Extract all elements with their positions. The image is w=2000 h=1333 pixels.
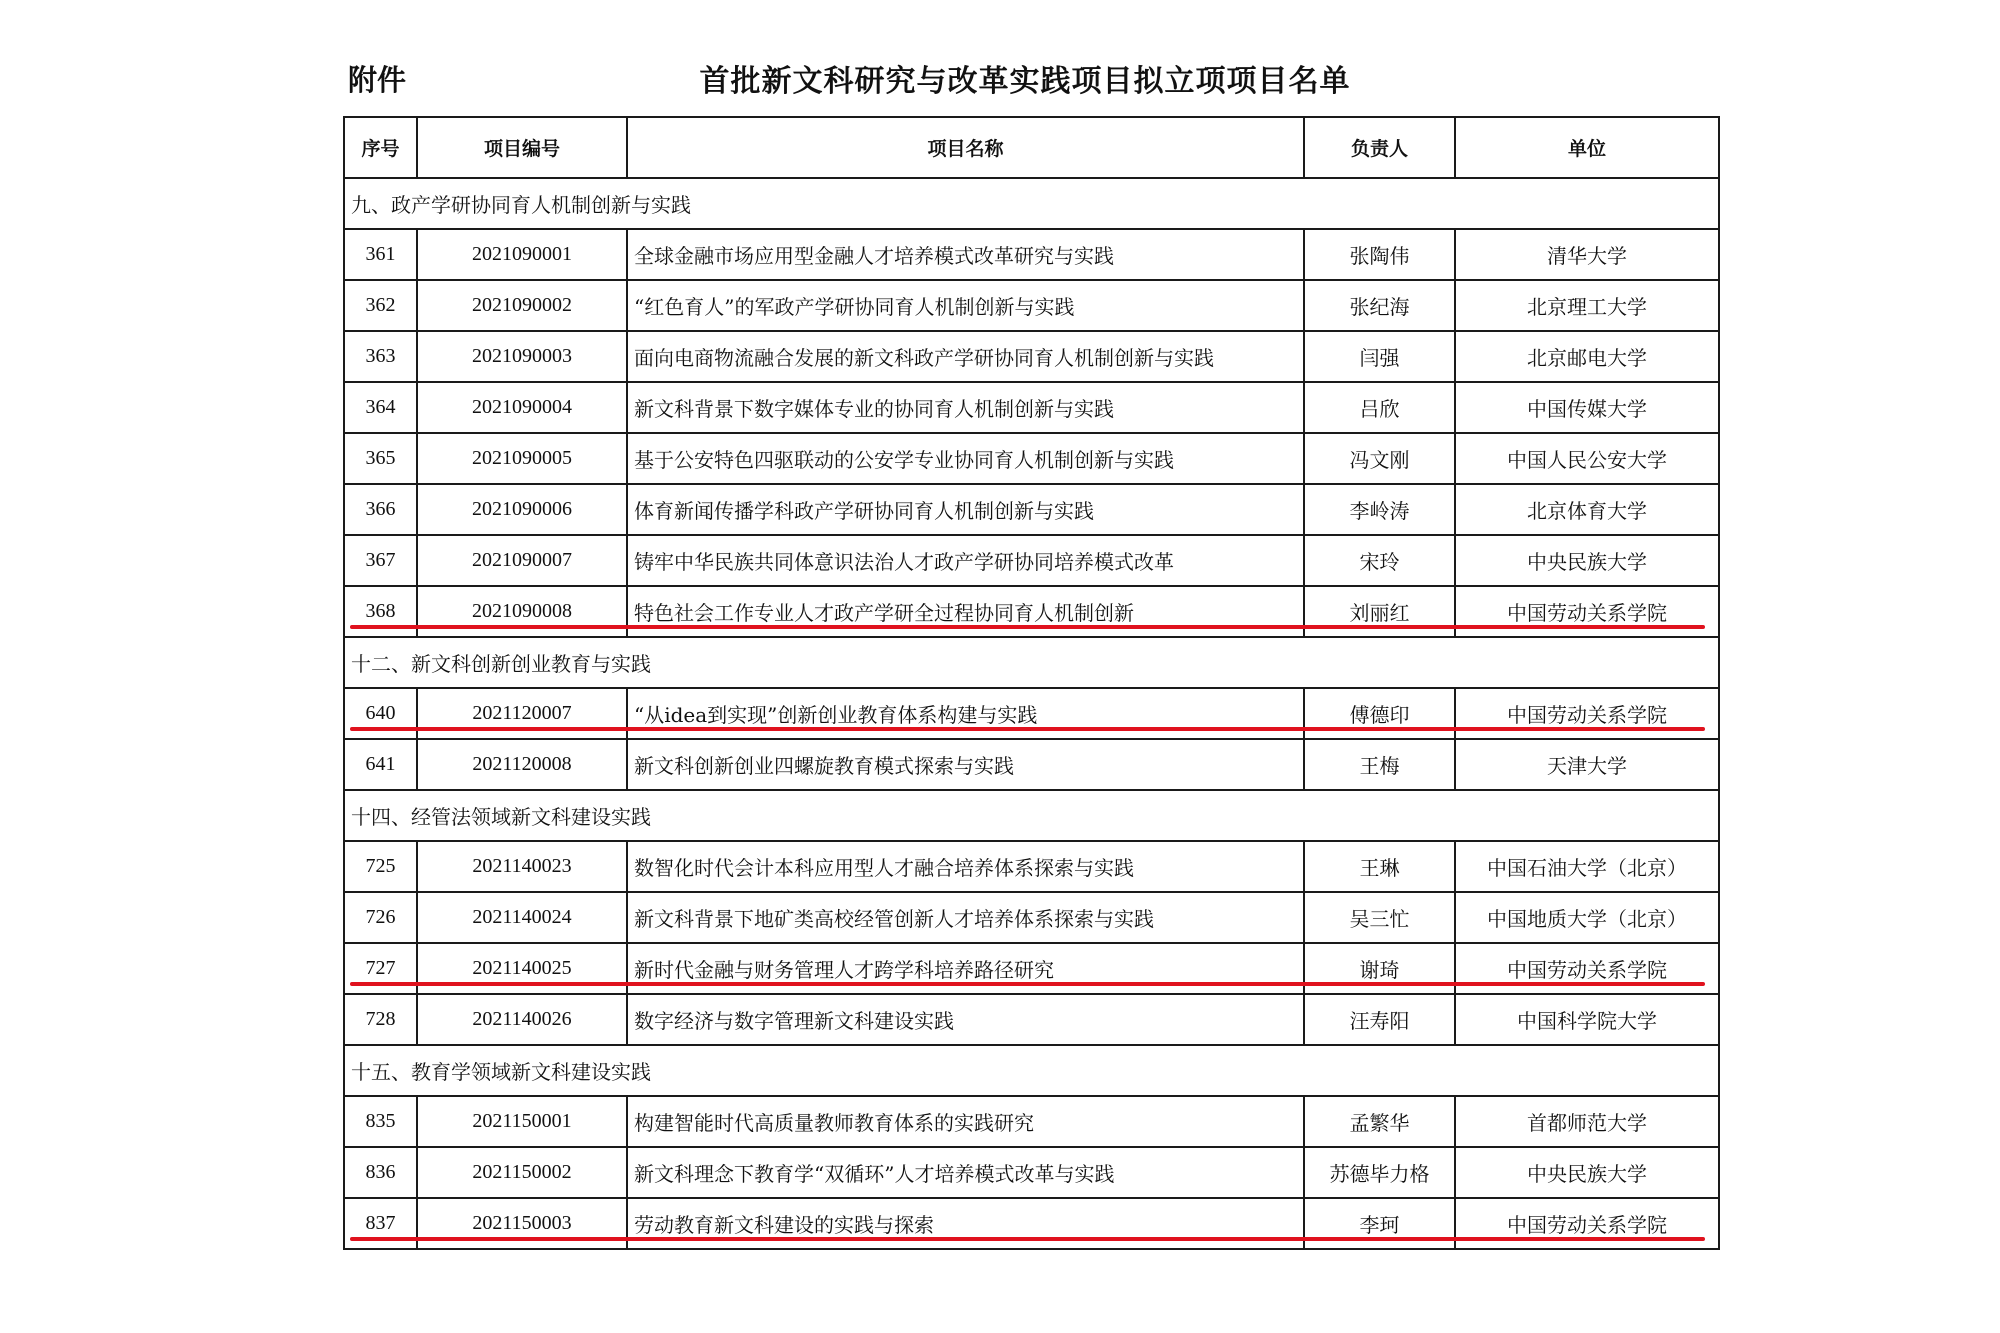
cell-leader: 汪寿阳	[1304, 994, 1455, 1045]
cell-seq: 726	[344, 892, 417, 943]
cell-seq: 641	[344, 739, 417, 790]
section-row	[344, 790, 1719, 841]
section-title: 十四、经管法领域新文科建设实践	[344, 790, 1719, 841]
cell-leader: 吴三忙	[1304, 892, 1455, 943]
cell-code: 2021090008	[417, 586, 627, 637]
table-row	[344, 1198, 1719, 1249]
table-row	[344, 331, 1719, 382]
cell-unit: 中国地质大学（北京）	[1455, 892, 1719, 943]
header-seq: 序号	[344, 117, 417, 178]
cell-leader: 李岭涛	[1304, 484, 1455, 535]
cell-project-name: 面向电商物流融合发展的新文科政产学研协同育人机制创新与实践	[627, 331, 1304, 382]
cell-project-name: 数智化时代会计本科应用型人才融合培养体系探索与实践	[627, 841, 1304, 892]
section-row	[344, 178, 1719, 229]
cell-unit: 中国石油大学（北京）	[1455, 841, 1719, 892]
cell-leader: 冯文刚	[1304, 433, 1455, 484]
header-code: 项目编号	[417, 117, 627, 178]
cell-unit: 中央民族大学	[1455, 1147, 1719, 1198]
table-row	[344, 892, 1719, 943]
cell-code: 2021140026	[417, 994, 627, 1045]
cell-unit: 中国科学院大学	[1455, 994, 1719, 1045]
cell-seq: 368	[344, 586, 417, 637]
table-row	[344, 586, 1719, 637]
cell-seq: 640	[344, 688, 417, 739]
cell-leader: 闫强	[1304, 331, 1455, 382]
cell-code: 2021140025	[417, 943, 627, 994]
table-row	[344, 841, 1719, 892]
cell-seq: 366	[344, 484, 417, 535]
table-row	[344, 535, 1719, 586]
cell-project-name: 新时代金融与财务管理人才跨学科培养路径研究	[627, 943, 1304, 994]
cell-seq: 836	[344, 1147, 417, 1198]
cell-project-name: 基于公安特色四驱联动的公安学专业协同育人机制创新与实践	[627, 433, 1304, 484]
cell-seq: 725	[344, 841, 417, 892]
cell-unit: 中央民族大学	[1455, 535, 1719, 586]
cell-seq: 365	[344, 433, 417, 484]
cell-seq: 837	[344, 1198, 417, 1249]
cell-unit: 中国劳动关系学院	[1455, 1198, 1719, 1249]
red-underline-mark	[350, 727, 1705, 731]
cell-project-name: 新文科理念下教育学“双循环”人才培养模式改革与实践	[627, 1147, 1304, 1198]
table-row	[344, 688, 1719, 739]
cell-leader: 王梅	[1304, 739, 1455, 790]
table-body	[344, 178, 1719, 1249]
red-underline-mark	[350, 982, 1705, 986]
cell-code: 2021150002	[417, 1147, 627, 1198]
cell-code: 2021150001	[417, 1096, 627, 1147]
cell-unit: 中国劳动关系学院	[1455, 943, 1719, 994]
table-row	[344, 280, 1719, 331]
cell-leader: 李珂	[1304, 1198, 1455, 1249]
document-title: 首批新文科研究与改革实践项目拟立项项目名单	[699, 64, 1351, 99]
header-name: 项目名称	[627, 117, 1304, 178]
cell-code: 2021140023	[417, 841, 627, 892]
cell-code: 2021150003	[417, 1198, 627, 1249]
cell-leader: 张纪海	[1304, 280, 1455, 331]
cell-project-name: 新文科创新创业四螺旋教育模式探索与实践	[627, 739, 1304, 790]
cell-seq: 363	[344, 331, 417, 382]
cell-project-name: 铸牢中华民族共同体意识法治人才政产学研协同培养模式改革	[627, 535, 1304, 586]
cell-project-name: 体育新闻传播学科政产学研协同育人机制创新与实践	[627, 484, 1304, 535]
cell-seq: 367	[344, 535, 417, 586]
cell-seq: 364	[344, 382, 417, 433]
cell-unit: 北京体育大学	[1455, 484, 1719, 535]
cell-seq: 728	[344, 994, 417, 1045]
cell-code: 2021090003	[417, 331, 627, 382]
cell-code: 2021090002	[417, 280, 627, 331]
red-underline-mark	[350, 625, 1705, 629]
cell-project-name: 数字经济与数字管理新文科建设实践	[627, 994, 1304, 1045]
cell-leader: 谢琦	[1304, 943, 1455, 994]
cell-code: 2021090007	[417, 535, 627, 586]
cell-unit: 中国劳动关系学院	[1455, 586, 1719, 637]
cell-project-name: 特色社会工作专业人才政产学研全过程协同育人机制创新	[627, 586, 1304, 637]
table-row	[344, 1147, 1719, 1198]
cell-code: 2021090004	[417, 382, 627, 433]
section-title: 十五、教育学领域新文科建设实践	[344, 1045, 1719, 1096]
section-title: 九、政产学研协同育人机制创新与实践	[344, 178, 1719, 229]
table-row	[344, 433, 1719, 484]
cell-seq: 835	[344, 1096, 417, 1147]
table-row	[344, 943, 1719, 994]
table-header-row	[344, 117, 1719, 178]
cell-code: 2021140024	[417, 892, 627, 943]
section-row	[344, 1045, 1719, 1096]
cell-leader: 刘丽红	[1304, 586, 1455, 637]
table-row	[344, 1096, 1719, 1147]
cell-code: 2021090006	[417, 484, 627, 535]
cell-seq: 727	[344, 943, 417, 994]
cell-leader: 孟繁华	[1304, 1096, 1455, 1147]
cell-unit: 清华大学	[1455, 229, 1719, 280]
cell-project-name: 全球金融市场应用型金融人才培养模式改革研究与实践	[627, 229, 1304, 280]
cell-unit: 中国劳动关系学院	[1455, 688, 1719, 739]
cell-code: 2021090001	[417, 229, 627, 280]
attachment-label: 附件	[348, 63, 407, 97]
section-row	[344, 637, 1719, 688]
header-leader: 负责人	[1304, 117, 1455, 178]
table-row	[344, 994, 1719, 1045]
cell-unit: 天津大学	[1455, 739, 1719, 790]
cell-seq: 362	[344, 280, 417, 331]
project-list-table	[343, 116, 1720, 1250]
cell-unit: 中国传媒大学	[1455, 382, 1719, 433]
table-row	[344, 739, 1719, 790]
cell-code: 2021090005	[417, 433, 627, 484]
cell-code: 2021120008	[417, 739, 627, 790]
cell-leader: 苏德毕力格	[1304, 1147, 1455, 1198]
cell-unit: 首都师范大学	[1455, 1096, 1719, 1147]
cell-unit: 中国人民公安大学	[1455, 433, 1719, 484]
cell-leader: 宋玲	[1304, 535, 1455, 586]
cell-leader: 张陶伟	[1304, 229, 1455, 280]
cell-project-name: 新文科背景下数字媒体专业的协同育人机制创新与实践	[627, 382, 1304, 433]
table-row	[344, 229, 1719, 280]
cell-leader: 王琳	[1304, 841, 1455, 892]
cell-code: 2021120007	[417, 688, 627, 739]
cell-project-name: “从idea到实现”创新创业教育体系构建与实践	[627, 688, 1304, 739]
cell-project-name: 劳动教育新文科建设的实践与探索	[627, 1198, 1304, 1249]
cell-leader: 吕欣	[1304, 382, 1455, 433]
cell-leader: 傅德印	[1304, 688, 1455, 739]
cell-project-name: “红色育人”的军政产学研协同育人机制创新与实践	[627, 280, 1304, 331]
section-title: 十二、新文科创新创业教育与实践	[344, 637, 1719, 688]
cell-project-name: 构建智能时代高质量教师教育体系的实践研究	[627, 1096, 1304, 1147]
header-unit: 单位	[1455, 117, 1719, 178]
cell-seq: 361	[344, 229, 417, 280]
table-row	[344, 484, 1719, 535]
cell-unit: 北京理工大学	[1455, 280, 1719, 331]
cell-project-name: 新文科背景下地矿类高校经管创新人才培养体系探索与实践	[627, 892, 1304, 943]
red-underline-mark	[350, 1237, 1705, 1241]
table-row	[344, 382, 1719, 433]
cell-unit: 北京邮电大学	[1455, 331, 1719, 382]
